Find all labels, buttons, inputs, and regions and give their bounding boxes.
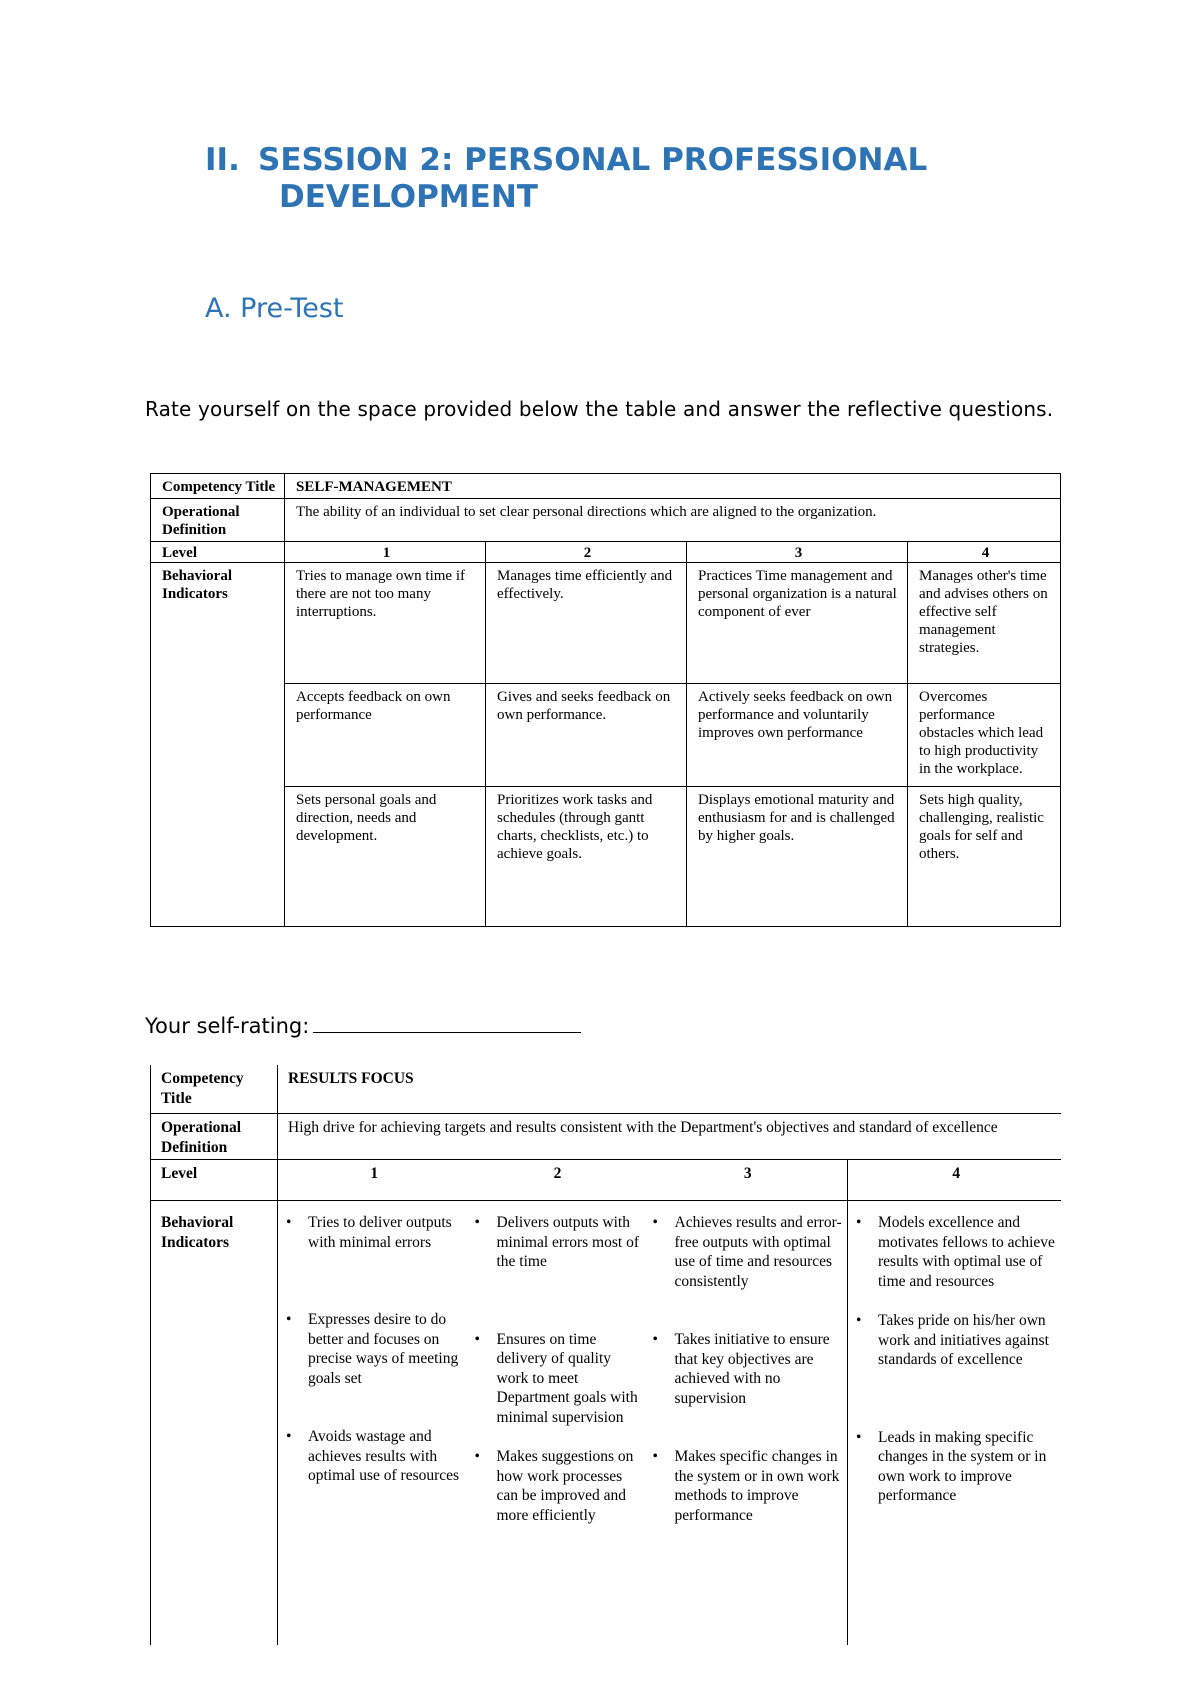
indicator-cell: Manages time efficiently and effectively. (486, 563, 687, 684)
level-2-header: 2 (486, 542, 687, 563)
list-item: • Makes specific changes in the system or in own work methods to improve performance (675, 1447, 846, 1525)
operational-definition-value: High drive for achieving targets and results consistent with the Department's objectives and standard of excellence (278, 1114, 1061, 1160)
results-focus-table (150, 1065, 1061, 1645)
indicator-cell: Manages other's time and advises others on effective self management strategies. (908, 563, 1061, 684)
behavioral-indicators-label: Behavioral Indicators (151, 563, 285, 927)
indicator-cell: Displays emotional maturity and enthusiasm for and is challenged by higher goals. (687, 787, 908, 927)
list-item: • Leads in making specific changes in the system or in own work to improve performance (878, 1428, 1059, 1506)
operational-definition-label: Operational Definition (151, 1114, 278, 1160)
competency-title-label: Competency Title (151, 1065, 278, 1114)
level-1-indicators (278, 1201, 467, 1646)
section-title-line1: SESSION 2: PERSONAL PROFESSIONAL (258, 142, 928, 178)
level-3-header: 3 (687, 542, 908, 563)
level-3-indicators (645, 1201, 848, 1646)
list-item: • Ensures on time delivery of quality work to meet Department goals with minimal supervision (497, 1330, 643, 1428)
level-label: Level (151, 542, 285, 563)
list-item: • Takes initiative to ensure that key objectives are achieved with no supervision (675, 1330, 846, 1408)
list-item: • Achieves results and error-free outputs with optimal use of time and resources consistently (675, 1213, 846, 1291)
indicator-cell: Accepts feedback on own performance (285, 684, 486, 787)
self-management-table (150, 473, 1061, 927)
indicator-cell: Sets personal goals and direction, needs and development. (285, 787, 486, 927)
list-item: • Takes pride on his/her own work and initiatives against standards of excellence (878, 1311, 1059, 1370)
level-1-header: 1 (278, 1160, 467, 1201)
list-item: • Tries to deliver outputs with minimal errors (308, 1213, 465, 1252)
indicator-cell: Actively seeks feedback on own performance and voluntarily improves own performance (687, 684, 908, 787)
level-2-header: 2 (467, 1160, 645, 1201)
level-4-header: 4 (848, 1160, 1061, 1201)
level-4-indicators (848, 1201, 1061, 1646)
indicator-cell: Tries to manage own time if there are not too many interruptions. (285, 563, 486, 684)
indicator-cell: Overcomes performance obstacles which lead to high productivity in the workplace. (908, 684, 1061, 787)
section-title-line2: DEVELOPMENT (279, 179, 538, 215)
self-rating-label: Your self-rating: (145, 1014, 310, 1038)
competency-title-value: RESULTS FOCUS (278, 1065, 1061, 1114)
indicator-cell: Prioritizes work tasks and schedules (through gantt charts, checklists, etc.) to achieve goals. (486, 787, 687, 927)
competency-title-label: Competency Title (151, 474, 285, 499)
behavioral-indicators-label: Behavioral Indicators (151, 1201, 278, 1646)
section-number: II. (205, 142, 240, 178)
list-item: • Avoids wastage and achieves results with optimal use of resources (308, 1427, 465, 1486)
level-2-indicators (467, 1201, 645, 1646)
section-heading (205, 142, 1005, 216)
level-1-header: 1 (285, 542, 486, 563)
instruction-text: Rate yourself on the space provided below the table and answer the reflective questions. (145, 397, 1054, 421)
operational-definition-label: Operational Definition (151, 499, 285, 542)
self-rating (145, 1012, 581, 1040)
indicator-cell: Practices Time management and personal organization is a natural component of ever (687, 563, 908, 684)
competency-title-value: SELF-MANAGEMENT (285, 474, 1061, 499)
list-item: • Expresses desire to do better and focuses on precise ways of meeting goals set (308, 1310, 465, 1388)
level-4-header: 4 (908, 542, 1061, 563)
list-item: • Makes suggestions on how work processes can be improved and more efficiently (497, 1447, 643, 1525)
indicator-cell: Gives and seeks feedback on own performance. (486, 684, 687, 787)
list-item: • Models excellence and motivates fellows to achieve results with optimal use of time and resources (878, 1213, 1059, 1291)
self-rating-blank[interactable] (313, 1012, 581, 1033)
indicator-cell: Sets high quality, challenging, realistic goals for self and others. (908, 787, 1061, 927)
operational-definition-value: The ability of an individual to set clear personal directions which are aligned to the organization. (285, 499, 1061, 542)
level-label: Level (151, 1160, 278, 1201)
subsection-heading: A. Pre-Test (205, 293, 344, 324)
list-item: • Delivers outputs with minimal errors most of the time (497, 1213, 643, 1272)
level-3-header: 3 (645, 1160, 848, 1201)
